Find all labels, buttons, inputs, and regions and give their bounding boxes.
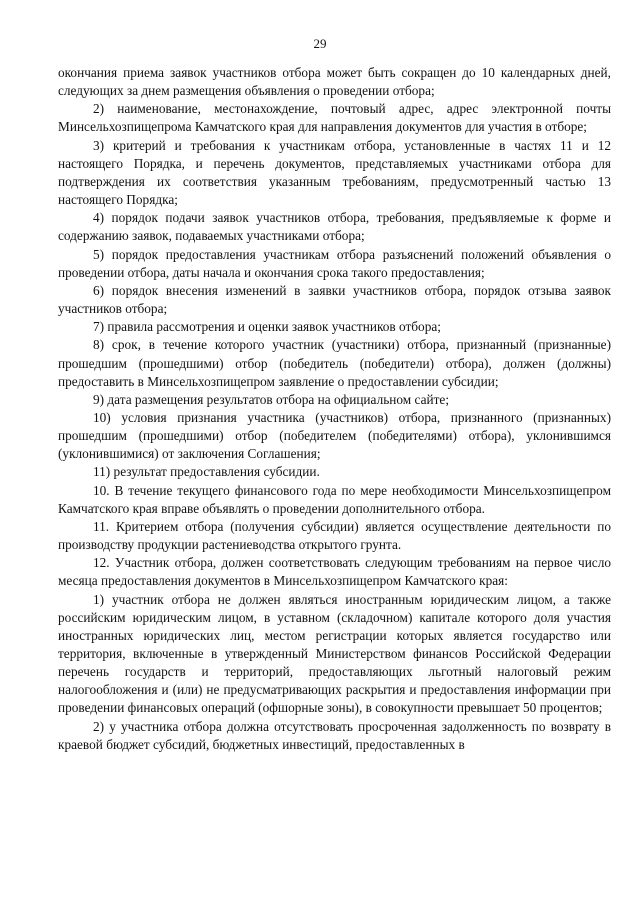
paragraph: 9) дата размещения результатов отбора на официальном сайте; [93, 391, 450, 407]
paragraph: 2) у участника отбора должна отсутствовать просроченная задолженность по возврату в краевой бюджет субсидий, бюджетных инвестиций, предоставленных в [58, 718, 611, 752]
paragraph: 12. Участник отбора, должен соответствовать следующим требованиям на первое число месяца предоставления документов в Минсельхозпищепром Камчатского края: [58, 555, 611, 589]
paragraph: 1) участник отбора не должен являться иностранным юридическим лицом, а также российским юридическим лицом, в уставном (складочном) капитале которого доля участия иностранных юридических лиц, местом регистрации которых является государство или территория, включенные в утвержденный Министерством финансов Российской Федерации перечень государств и территорий, предоставляющих льготный налоговый режим налогообложения и (или) не предусматривающих раскрытия и предоставления информации при проведении финансовых операций (офшорные зоны), в совокупности превышает 50 процентов; [58, 591, 611, 716]
page-number: 29 [313, 36, 327, 51]
paragraph: 2) наименование, местонахождение, почтовый адрес, адрес электронной почты Минсельхозпищепрома Камчатского края для направления документов для участия в отборе; [58, 101, 611, 135]
paragraph: 4) порядок подачи заявок участников отбора, требования, предъявляемые к форме и содержанию заявок, подаваемых участниками отбора; [58, 210, 611, 244]
body-text [58, 64, 611, 754]
paragraph: 7) правила рассмотрения и оценки заявок участников отбора; [93, 319, 441, 335]
paragraph: 11. Критерием отбора (получения субсидии) является осуществление деятельности по производству продукции растениеводства открытого грунта. [58, 518, 611, 553]
paragraph: 11) результат предоставления субсидии. [93, 464, 320, 480]
paragraph: 3) критерий и требования к участникам отбора, установленные в частях 11 и 12 настоящего Порядка, и перечень документов, представляемых участниками отбора для подтверждения их соответствия указанным требованиям, предусмотренный частью 13 настоящего Порядка; [58, 137, 611, 208]
paragraph: 6) порядок внесения изменений в заявки участников отбора, порядок отзыва заявок участников отбора; [58, 282, 611, 317]
paragraph: 10. В течение текущего финансового года по мере необходимости Минсельхозпищепром Камчатского края вправе объявлять о проведении дополнительного отбора. [58, 482, 611, 516]
paragraph: 5) порядок предоставления участникам отбора разъяснений положений объявления о проведении отбора, даты начала и окончания срока такого предоставления; [58, 246, 611, 280]
paragraph: 8) срок, в течение которого участник (участники) отбора, признанный (признанные) прошедшим (прошедшими) отбор (победитель (победители) отбора), должен (должны) предоставить в Минсельхозпищепром заявление о предоставлении субсидии; [58, 337, 611, 389]
paragraph: окончания приема заявок участников отбора может быть сокращен до 10 календарных дней, следующих за днем размещения объявления о проведении отбора; [58, 65, 611, 99]
paragraph: 10) условия признания участника (участников) отбора, признанного (признанных) прошедшим (прошедшими) отбор (победителем (победителями) отбора), уклонившимся (уклонившимися) от заключения Соглашения; [58, 409, 611, 462]
